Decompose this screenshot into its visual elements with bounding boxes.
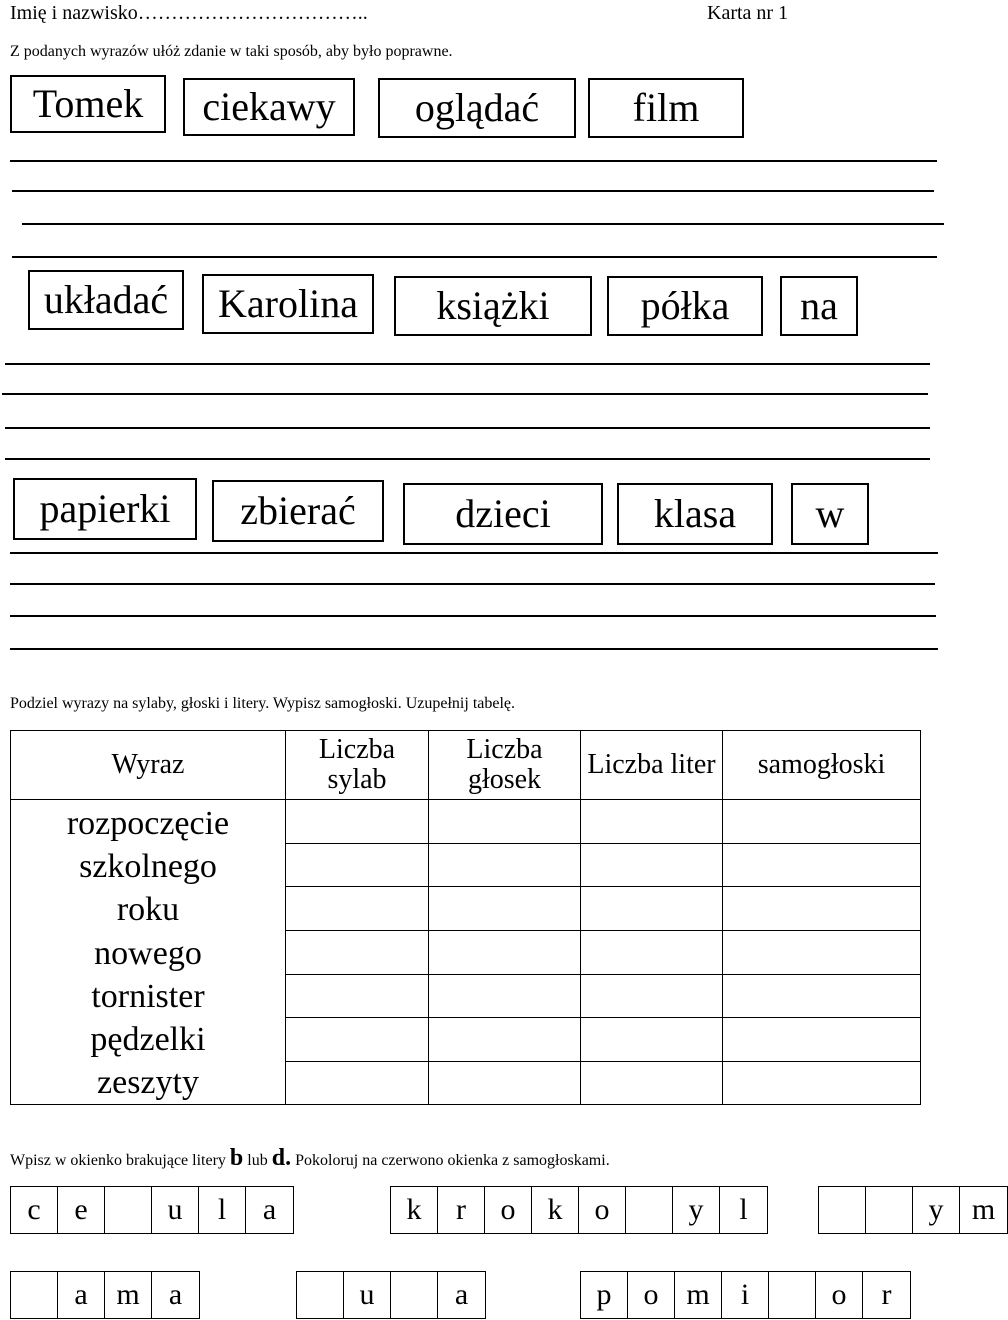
word-box: półka [607, 276, 763, 336]
word-box: oglądać [378, 78, 576, 138]
task2-instruction: Podziel wyrazy na sylaby, głoski i litery. Wypisz samogłoski. Uzupełnij tabelę. [10, 695, 516, 712]
column-header: Liczba liter [581, 731, 723, 800]
letter-strip [10, 1271, 200, 1319]
letter-cell[interactable]: m [105, 1272, 152, 1318]
writing-line [12, 190, 934, 192]
word-box: Tomek [10, 75, 166, 133]
answer-cell[interactable] [429, 930, 581, 974]
answer-cell[interactable] [429, 1061, 581, 1105]
letter-cell[interactable]: c [11, 1187, 58, 1233]
letter-cell[interactable]: o [628, 1272, 675, 1318]
word-list [11, 800, 286, 1105]
letter-cell[interactable] [866, 1187, 913, 1233]
letter-cell[interactable]: u [344, 1272, 391, 1318]
word-box: Karolina [202, 274, 374, 334]
letter-cell[interactable]: l [739, 1193, 748, 1226]
word-box: klasa [617, 483, 773, 545]
letter-strip [818, 1186, 1008, 1234]
letter-strip [10, 1186, 294, 1234]
writing-line [22, 223, 944, 225]
letter-strip [390, 1186, 768, 1234]
task3-instruction [10, 1145, 610, 1172]
answer-cell[interactable] [723, 887, 921, 931]
letter-cell[interactable]: i [722, 1272, 769, 1318]
answer-cell[interactable] [286, 1018, 429, 1062]
letter-cell[interactable]: p [581, 1272, 628, 1318]
answer-cell[interactable] [429, 1018, 581, 1062]
writing-line [5, 363, 930, 365]
letter-cell[interactable]: a [58, 1272, 105, 1318]
table-word: zeszyty [97, 1064, 199, 1102]
answer-cell[interactable] [723, 800, 921, 844]
answer-cell[interactable] [286, 887, 429, 931]
table-word: szkolnego [79, 848, 217, 886]
table-word: tornister [91, 977, 205, 1015]
letter-cell[interactable]: a [168, 1278, 183, 1311]
letter-cell[interactable] [626, 1187, 673, 1233]
letter-strip [580, 1271, 911, 1319]
letter-cell[interactable]: o [816, 1272, 863, 1318]
syllable-table [10, 730, 921, 1105]
answer-cell[interactable] [286, 1061, 429, 1105]
letter-cell[interactable]: l [199, 1187, 246, 1233]
letter-b: b [229, 1145, 244, 1171]
name-label: Imię i nazwisko…………………………….. [10, 2, 368, 24]
word-box: dzieci [403, 483, 603, 545]
writing-line [10, 615, 936, 617]
letter-cell[interactable] [105, 1187, 152, 1233]
answer-cell[interactable] [723, 930, 921, 974]
letter-cell[interactable] [819, 1187, 866, 1233]
answer-cell[interactable] [581, 930, 723, 974]
answer-cell[interactable] [581, 1061, 723, 1105]
letter-cell[interactable]: o [485, 1187, 532, 1233]
letter-cell[interactable]: m [675, 1272, 722, 1318]
writing-line [10, 160, 937, 162]
answer-cell[interactable] [723, 1018, 921, 1062]
letter-cell[interactable]: r [881, 1278, 892, 1311]
table-word: pędzelki [90, 1021, 206, 1059]
column-header: Wyraz [11, 731, 286, 800]
table-word: rozpoczęcie [66, 805, 230, 842]
writing-line [10, 648, 938, 650]
word-box: w [791, 483, 869, 545]
task3-instruction-mid: lub [243, 1152, 272, 1169]
word-box: ciekawy [183, 78, 355, 136]
answer-cell[interactable] [581, 1018, 723, 1062]
task3-instruction-part2: Pokoloruj na czerwono okienka z samogłoskami. [291, 1152, 610, 1169]
writing-line [2, 393, 928, 395]
answer-cell[interactable] [429, 843, 581, 887]
column-header: samogłoski [723, 731, 921, 800]
table-word: roku [116, 891, 180, 929]
answer-cell[interactable] [286, 930, 429, 974]
letter-cell[interactable]: k [391, 1187, 438, 1233]
answer-cell[interactable] [429, 974, 581, 1018]
answer-cell[interactable] [581, 974, 723, 1018]
letter-cell[interactable] [11, 1272, 58, 1318]
writing-line [10, 583, 935, 585]
word-box: układać [28, 270, 184, 330]
letter-cell[interactable]: u [152, 1187, 199, 1233]
letter-strip [296, 1271, 486, 1319]
writing-line [5, 427, 930, 429]
card-number: Karta nr 1 [707, 2, 789, 24]
letter-cell[interactable]: y [673, 1187, 720, 1233]
task3-instruction-part1: Wpisz w okienko brakujące litery [10, 1152, 230, 1169]
word-box: książki [394, 276, 592, 336]
answer-cell[interactable] [723, 1061, 921, 1105]
answer-cell[interactable] [581, 887, 723, 931]
letter-cell[interactable]: e [58, 1187, 105, 1233]
table-word: nowego [94, 934, 202, 972]
letter-cell[interactable]: a [262, 1193, 277, 1226]
answer-cell[interactable] [286, 843, 429, 887]
letter-cell[interactable]: r [438, 1187, 485, 1233]
word-box: na [780, 276, 858, 336]
letter-cell[interactable]: k [532, 1187, 579, 1233]
column-header: Liczba sylab [286, 731, 429, 800]
letter-cell[interactable]: y [913, 1187, 960, 1233]
writing-line [12, 256, 937, 258]
writing-line [10, 552, 938, 554]
writing-line [5, 458, 930, 460]
answer-cell[interactable] [581, 800, 723, 844]
answer-cell[interactable] [286, 800, 429, 844]
answer-cell[interactable] [723, 974, 921, 1018]
answer-cell[interactable] [723, 843, 921, 887]
column-header: Liczba głosek [429, 731, 581, 800]
letter-cell[interactable]: a [454, 1278, 469, 1311]
word-box: film [588, 78, 744, 138]
letter-cell[interactable] [769, 1272, 816, 1318]
word-box: papierki [13, 478, 197, 540]
answer-cell[interactable] [581, 843, 723, 887]
answer-cell[interactable] [429, 887, 581, 931]
word-box: zbierać [212, 480, 384, 542]
letter-cell[interactable] [391, 1272, 438, 1318]
task1-instruction: Z podanych wyrazów ułóż zdanie w taki sposób, aby było poprawne. [10, 43, 453, 60]
answer-cell[interactable] [286, 974, 429, 1018]
letter-cell[interactable] [297, 1272, 344, 1318]
answer-cell[interactable] [429, 800, 581, 844]
letter-d: d. [271, 1145, 292, 1171]
letter-cell[interactable]: m [971, 1193, 996, 1226]
letter-cell[interactable]: o [579, 1187, 626, 1233]
